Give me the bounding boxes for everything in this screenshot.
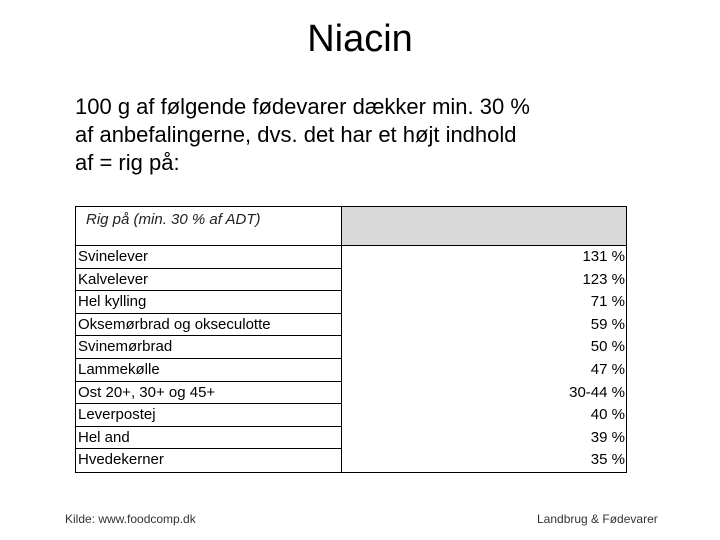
food-name: Hel kylling (76, 291, 341, 314)
food-name: Leverpostej (76, 404, 341, 427)
food-name: Hel and (76, 427, 341, 450)
food-name: Ost 20+, 30+ og 45+ (76, 382, 341, 405)
percent-value: 59 % (590, 315, 625, 333)
table-header: Rig på (min. 30 % af ADT) (76, 207, 342, 246)
food-name: Kalvelever (76, 269, 341, 292)
percent-value: 30-44 % (569, 383, 625, 401)
brand-logo-text: Landbrug & Fødevarer (537, 512, 658, 526)
percent-value: 131 % (582, 248, 625, 265)
table-header-value-cell (342, 207, 627, 246)
percent-column (342, 246, 627, 473)
percent-value: 71 % (590, 293, 625, 311)
percent-value: 50 % (590, 338, 625, 356)
intro-line: af anbefalingerne, dvs. det har et højt indhold (75, 122, 517, 147)
intro-text (75, 93, 675, 177)
source-note: Kilde: www.foodcomp.dk (65, 512, 196, 526)
food-name: Oksemørbrad og okseculotte (76, 314, 341, 337)
food-name: Svinemørbrad (76, 336, 341, 359)
food-names-column (76, 246, 342, 473)
food-name: Hvedekerner (78, 451, 164, 469)
slide-title: Niacin (307, 18, 413, 60)
table-header-row (76, 207, 627, 246)
niacin-table (75, 206, 627, 473)
food-name: Lammekølle (76, 359, 341, 382)
percent-value: 35 % (590, 451, 625, 469)
percent-value: 47 % (590, 360, 625, 378)
percent-value: 39 % (590, 428, 625, 446)
intro-line: af = rig på: (75, 150, 180, 175)
intro-line: 100 g af følgende fødevarer dækker min. 30 % (75, 94, 530, 119)
percent-value: 123 % (582, 270, 625, 288)
food-name: Svinelever (76, 246, 341, 269)
table-body-row (76, 246, 627, 473)
percent-value: 40 % (590, 406, 625, 424)
